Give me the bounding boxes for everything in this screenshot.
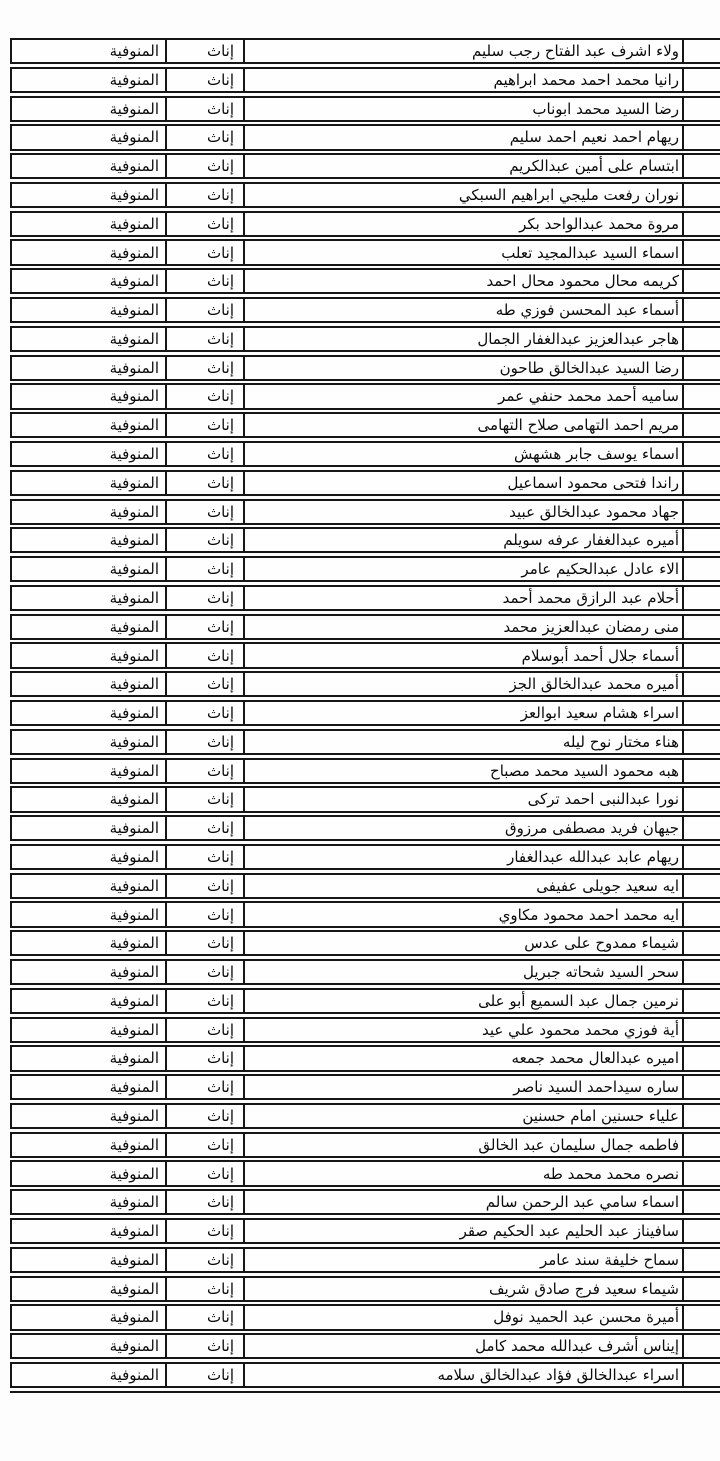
cell-serial-empty <box>682 126 720 148</box>
cell-gender: إناث <box>165 875 243 897</box>
cell-person-name: أميرة محسن عبد الحميد نوفل <box>243 1306 682 1328</box>
cell-serial-empty <box>682 184 720 206</box>
cell-gender: إناث <box>165 1019 243 1041</box>
cell-gender: إناث <box>165 529 243 551</box>
cell-governorate: المنوفية <box>109 905 159 924</box>
table-row <box>10 556 720 582</box>
cell-person-name: أية فوزي محمد محمود علي عيد <box>243 1019 682 1041</box>
table-row <box>10 1218 720 1244</box>
cell-gender: إناث <box>165 1220 243 1242</box>
cell-serial-empty <box>682 385 720 407</box>
cell-person-name: هبه محمود السيد محمد مصباح <box>243 760 682 782</box>
table-row <box>10 1160 720 1186</box>
table-row <box>10 383 720 409</box>
cell-gender: إناث <box>165 385 243 407</box>
cell-gender: إناث <box>165 1105 243 1127</box>
cell-serial-empty <box>682 760 720 782</box>
cell-serial-empty <box>682 1191 720 1213</box>
table-row <box>10 297 720 323</box>
cell-gender: إناث <box>165 184 243 206</box>
cell-gender: إناث <box>165 69 243 91</box>
cell-gender: إناث <box>165 731 243 753</box>
cell-person-name: ايه محمد احمد محمود مكاوي <box>243 903 682 925</box>
cell-gender: إناث <box>165 760 243 782</box>
cell-gender: إناث <box>165 328 243 350</box>
cell-serial-empty <box>682 673 720 695</box>
cell-governorate: المنوفية <box>109 70 159 89</box>
cell-person-name: اسماء يوسف جابر هشهش <box>243 443 682 465</box>
cell-person-name: جيهان فريد مصطفى مرزوق <box>243 817 682 839</box>
table-row <box>10 844 720 870</box>
table-row <box>10 1074 720 1100</box>
cell-governorate: المنوفية <box>109 675 159 694</box>
table-row <box>10 124 720 150</box>
cell-serial-empty <box>682 501 720 523</box>
cell-serial-empty <box>682 817 720 839</box>
cell-gender: إناث <box>165 1162 243 1184</box>
cell-gender: إناث <box>165 558 243 580</box>
cell-serial-empty <box>682 903 720 925</box>
cell-person-name: جهاد محمود عبدالخالق عبيد <box>243 501 682 523</box>
table-row <box>10 700 720 726</box>
cell-person-name: أميره عبدالغفار عرفه سويلم <box>243 529 682 551</box>
cell-person-name: أحلام عبد الرازق محمد أحمد <box>243 587 682 609</box>
cell-person-name: هناء مختار نوح ليله <box>243 731 682 753</box>
cell-gender: إناث <box>165 1249 243 1271</box>
cell-governorate: المنوفية <box>109 790 159 809</box>
cell-governorate: المنوفية <box>109 445 159 464</box>
cell-serial-empty <box>682 1249 720 1271</box>
cell-governorate: المنوفية <box>109 329 159 348</box>
table-row <box>10 441 720 467</box>
cell-gender: إناث <box>165 1335 243 1357</box>
cell-serial-empty <box>682 1278 720 1300</box>
cell-serial-empty <box>682 241 720 263</box>
table-row <box>10 470 720 496</box>
cell-governorate: المنوفية <box>109 1107 159 1125</box>
cell-gender: إناث <box>165 817 243 839</box>
cell-serial-empty <box>682 1306 720 1328</box>
table-row <box>10 1333 720 1359</box>
cell-person-name: اميره عبدالعال محمد جمعه <box>243 1047 682 1069</box>
cell-person-name: علياء حسنين امام حسنين <box>243 1105 682 1127</box>
table-row <box>10 355 720 381</box>
cell-governorate: المنوفية <box>109 847 159 866</box>
cell-gender: إناث <box>165 1076 243 1098</box>
table-row <box>10 642 720 668</box>
cell-governorate: المنوفية <box>109 186 159 204</box>
cell-person-name: نورا عبدالنبى احمد تركى <box>243 788 682 810</box>
table-row <box>10 527 720 553</box>
table-row <box>10 959 720 985</box>
cell-governorate: المنوفية <box>109 1279 159 1298</box>
cell-serial-empty <box>682 529 720 551</box>
cell-governorate: المنوفية <box>109 531 159 550</box>
table-row <box>10 1132 720 1158</box>
cell-governorate: المنوفية <box>109 1049 159 1068</box>
cell-governorate: المنوفية <box>109 243 159 262</box>
table-row <box>10 585 720 611</box>
cell-gender: إناث <box>165 126 243 148</box>
cell-person-name: أميره محمد عبدالخالق الجز <box>243 673 682 695</box>
cell-governorate: المنوفية <box>109 1135 159 1154</box>
cell-gender: إناث <box>165 501 243 523</box>
cell-serial-empty <box>682 932 720 954</box>
cell-gender: إناث <box>165 472 243 494</box>
cell-person-name: رضا السيد محمد ابوناب <box>243 98 682 120</box>
cell-governorate: المنوفية <box>109 617 159 636</box>
table-row <box>10 1304 720 1330</box>
cell-governorate: المنوفية <box>109 560 159 579</box>
cell-gender: إناث <box>165 241 243 263</box>
cell-gender: إناث <box>165 990 243 1012</box>
cell-governorate: المنوفية <box>109 1366 159 1385</box>
cell-person-name: ريهام احمد نعيم احمد سليم <box>243 126 682 148</box>
cell-person-name: إيناس أشرف عبدالله محمد كامل <box>243 1335 682 1357</box>
cell-governorate: المنوفية <box>109 1222 159 1241</box>
cell-gender: إناث <box>165 673 243 695</box>
table-row <box>10 96 720 122</box>
cell-governorate: المنوفية <box>109 761 159 780</box>
cell-governorate: المنوفية <box>109 1193 159 1212</box>
table-row <box>10 873 720 899</box>
cell-serial-empty <box>682 875 720 897</box>
cell-governorate: المنوفية <box>109 704 159 723</box>
cell-serial-empty <box>682 155 720 177</box>
cell-serial-empty <box>682 98 720 120</box>
cell-serial-empty <box>682 213 720 235</box>
cell-gender: إناث <box>165 270 243 292</box>
cell-governorate: المنوفية <box>109 214 159 233</box>
cell-governorate: المنوفية <box>109 991 159 1010</box>
cell-serial-empty <box>682 299 720 321</box>
cell-serial-empty <box>682 558 720 580</box>
cell-person-name: مروة محمد عبدالواحد بكر <box>243 213 682 235</box>
cell-person-name: الاء عادل عبدالحكيم عامر <box>243 558 682 580</box>
cell-person-name: مريم احمد التهامى صلاح التهامى <box>243 414 682 436</box>
cell-serial-empty <box>682 1047 720 1069</box>
table-row <box>10 1017 720 1043</box>
cell-serial-empty <box>682 644 720 666</box>
table-row <box>10 671 720 697</box>
cell-governorate: المنوفية <box>109 934 159 953</box>
cell-governorate: المنوفية <box>109 1164 159 1183</box>
table-row <box>10 211 720 237</box>
cell-serial-empty <box>682 1105 720 1127</box>
cell-gender: إناث <box>165 299 243 321</box>
cell-governorate: المنوفية <box>109 502 159 521</box>
table-row <box>10 614 720 640</box>
cell-person-name: اسراء هشام سعيد ابوالعز <box>243 702 682 724</box>
cell-person-name: ريهام عابد عبدالله عبدالغفار <box>243 846 682 868</box>
cell-gender: إناث <box>165 788 243 810</box>
cell-gender: إناث <box>165 1047 243 1069</box>
cell-gender: إناث <box>165 903 243 925</box>
cell-person-name: اسماء سامي عبد الرحمن سالم <box>243 1191 682 1213</box>
cell-gender: إناث <box>165 932 243 954</box>
table-row <box>10 1362 720 1388</box>
cell-person-name: أسماء جلال أحمد أبوسلام <box>243 644 682 666</box>
cell-gender: إناث <box>165 1134 243 1156</box>
cell-gender: إناث <box>165 846 243 868</box>
cell-governorate: المنوفية <box>109 963 159 982</box>
cell-gender: إناث <box>165 1306 243 1328</box>
cell-person-name: نوران رفعت مليجي ابراهيم السبكي <box>243 184 682 206</box>
cell-gender: إناث <box>165 414 243 436</box>
cell-governorate: المنوفية <box>109 1250 159 1269</box>
cell-serial-empty <box>682 270 720 292</box>
cell-governorate: المنوفية <box>109 1308 159 1327</box>
cell-serial-empty <box>682 1364 720 1386</box>
cell-person-name: هاجر عبدالعزيز عبدالغفار الجمال <box>243 328 682 350</box>
cell-serial-empty <box>682 1220 720 1242</box>
cell-person-name: منى رمضان عبدالعزيز محمد <box>243 616 682 638</box>
table-row <box>10 326 720 352</box>
cell-governorate: المنوفية <box>109 42 159 61</box>
cell-governorate: المنوفية <box>109 99 159 118</box>
cell-person-name: راندا فتحى محمود اسماعيل <box>243 472 682 494</box>
table-row <box>10 758 720 784</box>
cell-gender: إناث <box>165 357 243 379</box>
cell-person-name: سافيناز عبد الحليم عبد الحكيم صقر <box>243 1220 682 1242</box>
table-row <box>10 786 720 812</box>
table-row <box>10 988 720 1014</box>
cell-person-name: رضا السيد عبدالخالق طاحون <box>243 357 682 379</box>
cell-governorate: المنوفية <box>109 819 159 838</box>
cell-governorate: المنوفية <box>109 272 159 291</box>
cell-serial-empty <box>682 1134 720 1156</box>
cell-person-name: ابتسام على أمين عبدالكريم <box>243 155 682 177</box>
cell-gender: إناث <box>165 1191 243 1213</box>
cell-person-name: ساميه أحمد محمد حنفي عمر <box>243 385 682 407</box>
cell-gender: إناث <box>165 155 243 177</box>
cell-gender: إناث <box>165 961 243 983</box>
cell-serial-empty <box>682 788 720 810</box>
table-row <box>10 1247 720 1273</box>
cell-gender: إناث <box>165 443 243 465</box>
cell-gender: إناث <box>165 644 243 666</box>
table-row <box>10 815 720 841</box>
cell-person-name: سماح خليفة سند عامر <box>243 1249 682 1271</box>
cell-person-name: ساره سيداحمد السيد ناصر <box>243 1076 682 1098</box>
table-row <box>10 1045 720 1071</box>
cell-person-name: أسماء عبد المحسن فوزي طه <box>243 299 682 321</box>
cell-serial-empty <box>682 1076 720 1098</box>
cell-serial-empty <box>682 1162 720 1184</box>
table-row <box>10 901 720 927</box>
cell-person-name: ايه سعيد جويلى عفيفى <box>243 875 682 897</box>
table-row <box>10 412 720 438</box>
cell-person-name: اسماء السيد عبدالمجيد تعلب <box>243 241 682 263</box>
cell-person-name: رانيا محمد احمد محمد ابراهيم <box>243 69 682 91</box>
cell-governorate: المنوفية <box>109 876 159 895</box>
table-bottom-border <box>10 1391 720 1393</box>
table-row <box>10 239 720 265</box>
cell-serial-empty <box>682 357 720 379</box>
cell-gender: إناث <box>165 40 243 62</box>
table-row <box>10 499 720 525</box>
cell-serial-empty <box>682 472 720 494</box>
cell-serial-empty <box>682 990 720 1012</box>
cell-governorate: المنوفية <box>109 1020 159 1039</box>
cell-governorate: المنوفية <box>109 387 159 406</box>
table-row <box>10 1276 720 1302</box>
table-row <box>10 729 720 755</box>
cell-person-name: ولاء اشرف عبد الفتاح رجب سليم <box>243 40 682 62</box>
cell-person-name: فاطمه جمال سليمان عبد الخالق <box>243 1134 682 1156</box>
cell-serial-empty <box>682 961 720 983</box>
cell-person-name: شيماء ممدوح على عدس <box>243 932 682 954</box>
cell-governorate: المنوفية <box>109 157 159 176</box>
table-row <box>10 268 720 294</box>
cell-person-name: نرمين جمال عبد السميع أبو على <box>243 990 682 1012</box>
cell-governorate: المنوفية <box>109 646 159 665</box>
cell-gender: إناث <box>165 702 243 724</box>
table-row <box>10 930 720 956</box>
cell-person-name: نصره محمد محمد طه <box>243 1162 682 1184</box>
cell-governorate: المنوفية <box>109 416 159 435</box>
cell-governorate: المنوفية <box>109 128 159 147</box>
cell-governorate: المنوفية <box>109 732 159 751</box>
table-row <box>10 1103 720 1129</box>
cell-serial-empty <box>682 328 720 350</box>
cell-serial-empty <box>682 616 720 638</box>
cell-person-name: كريمه محال محمود محال احمد <box>243 270 682 292</box>
cell-serial-empty <box>682 414 720 436</box>
cell-person-name: اسراء عبدالخالق فؤاد عبدالخالق سلامه <box>243 1364 682 1386</box>
cell-governorate: المنوفية <box>109 1078 159 1097</box>
cell-gender: إناث <box>165 1278 243 1300</box>
cell-person-name: سحر السيد شحاته جبريل <box>243 961 682 983</box>
cell-governorate: المنوفية <box>109 301 159 320</box>
cell-serial-empty <box>682 702 720 724</box>
table-row <box>10 38 720 64</box>
cell-governorate: المنوفية <box>109 588 159 607</box>
cell-serial-empty <box>682 40 720 62</box>
cell-serial-empty <box>682 1019 720 1041</box>
table-row <box>10 182 720 208</box>
cell-governorate: المنوفية <box>109 1337 159 1356</box>
cell-gender: إناث <box>165 1364 243 1386</box>
cell-person-name: شيماء سعيد فرج صادق شريف <box>243 1278 682 1300</box>
table-row <box>10 153 720 179</box>
cell-serial-empty <box>682 443 720 465</box>
cell-serial-empty <box>682 69 720 91</box>
cell-governorate: المنوفية <box>109 358 159 377</box>
cell-gender: إناث <box>165 213 243 235</box>
table-row <box>10 67 720 93</box>
cell-gender: إناث <box>165 98 243 120</box>
cell-serial-empty <box>682 587 720 609</box>
cell-serial-empty <box>682 846 720 868</box>
cell-governorate: المنوفية <box>109 473 159 492</box>
names-table <box>10 38 720 1393</box>
table-row <box>10 1189 720 1215</box>
cell-serial-empty <box>682 731 720 753</box>
cell-gender: إناث <box>165 587 243 609</box>
cell-serial-empty <box>682 1335 720 1357</box>
cell-gender: إناث <box>165 616 243 638</box>
